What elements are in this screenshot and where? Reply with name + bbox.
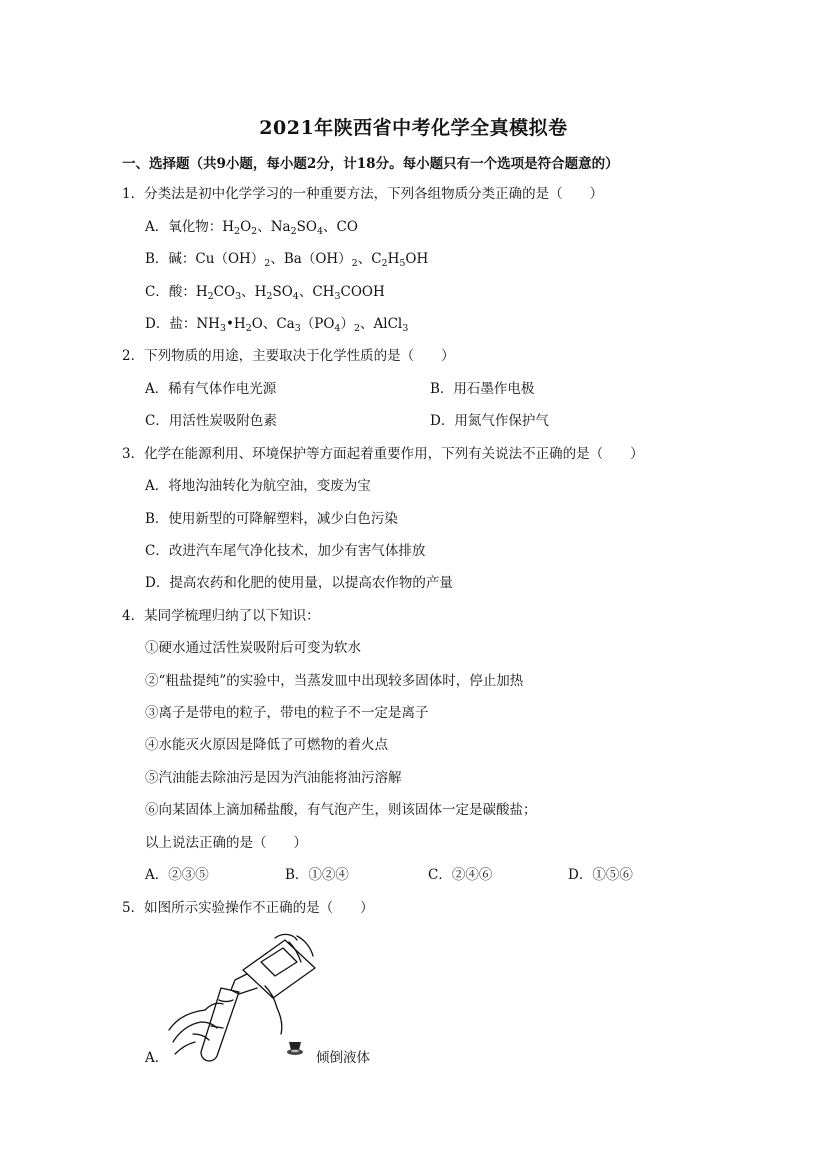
- question-4-statement-4: ④水能灭火原因是降低了可燃物的着火点: [145, 737, 388, 753]
- section-heading: 一、选择题（共9小题，每小题2分，计18分。每小题只有一个选项是符合题意的）: [122, 156, 619, 172]
- question-5-option-a-caption: 倾倒液体: [316, 1050, 370, 1066]
- question-1-option-b[interactable]: B．碱：$Cu(OH)_2$、$Ba(OH)_2$、$C_2H_5OH$: [145, 251, 429, 269]
- question-3-option-d[interactable]: D．提高农药和化肥的使用量，以提高农作物的产量: [145, 575, 453, 591]
- question-4-statement-2: ②“粗盐提纯”的实验中，当蒸发皿中出现较多固体时，停止加热: [145, 673, 524, 689]
- page-title: 2021年陕西省中考化学全真模拟卷: [259, 117, 568, 139]
- question-2-option-d[interactable]: D．用氮气作保护气: [430, 413, 549, 429]
- question-5-stem: 5．如图所示实验操作不正确的是（ ）: [122, 900, 374, 916]
- question-2-option-a[interactable]: A．稀有气体作电光源: [145, 381, 277, 397]
- question-4-option-b[interactable]: B．①②④: [285, 867, 349, 883]
- question-1-stem: 1．分类法是初中化学学习的一种重要方法，下列各组物质分类正确的是（ ）: [122, 186, 604, 202]
- question-4-option-c[interactable]: C．②④⑥: [428, 867, 493, 883]
- question-3-option-b[interactable]: B．使用新型的可降解塑料，减少白色污染: [145, 511, 398, 527]
- question-3-option-c[interactable]: C．改进汽车尾气净化技术，加少有害气体排放: [145, 543, 426, 559]
- question-4-statement-1: ①硬水通过活性炭吸附后可变为软水: [145, 640, 361, 656]
- question-2-stem: 2．下列物质的用途，主要取决于化学性质的是（ ）: [122, 348, 455, 364]
- question-4-stem: 4．某同学梳理归纳了以下知识：: [122, 608, 320, 624]
- question-1-option-d[interactable]: D．盐：$NH_3•H_2O$、$Ca_3(PO_4)_2$、AlCl$_3$: [145, 316, 409, 334]
- question-1-option-a[interactable]: A．氧化物：$H_2O_2$、$Na_2SO_4$、CO: [145, 219, 358, 237]
- question-4-statement-3: ③离子是带电的粒子，带电的粒子不一定是离子: [145, 705, 429, 721]
- question-4-option-a[interactable]: A．②③⑤: [145, 867, 209, 883]
- question-2-option-c[interactable]: C．用活性炭吸附色素: [145, 413, 277, 429]
- question-5-option-a-label[interactable]: A．: [145, 1050, 169, 1066]
- question-4-statement-6: ⑥向某固体上滴加稀盐酸，有气泡产生，则该固体一定是碳酸盐；: [145, 802, 537, 818]
- question-2-option-b[interactable]: B．用石墨作电极: [430, 381, 535, 397]
- question-4-ask: 以上说法正确的是（ ）: [145, 835, 307, 851]
- question-3-option-a[interactable]: A．将地沟油转化为航空油，变废为宝: [145, 478, 371, 494]
- question-1-option-c[interactable]: C．酸：$H_2CO_3$、$H_2SO_4$、$CH_3COOH$: [145, 284, 385, 302]
- question-4-statement-5: ⑤汽油能去除油污是因为汽油能将油污溶解: [145, 770, 402, 786]
- bottle-stopper-icon: [286, 1040, 304, 1056]
- question-3-stem: 3．化学在能源利用、环境保护等方面起着重要作用，下列有关说法不正确的是（ ）: [122, 446, 644, 462]
- question-4-option-d[interactable]: D．①⑤⑥: [568, 867, 633, 883]
